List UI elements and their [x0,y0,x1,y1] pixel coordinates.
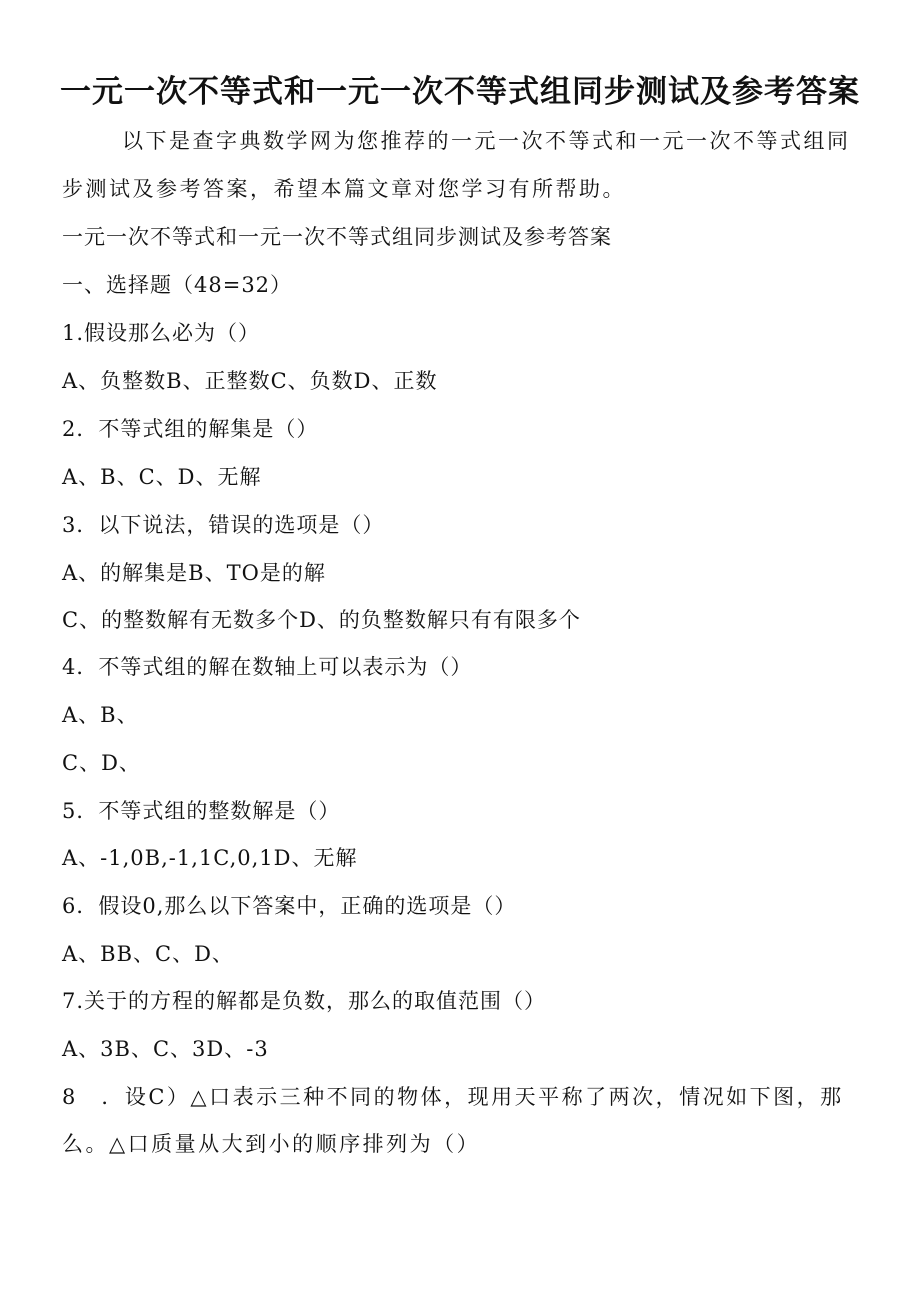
question-3: 3．以下说法，错误的选项是（） [62,513,385,537]
question-5-options: A、-1,0B,-1,1C,0,1D、无解 [62,846,358,870]
question-8-continuation: 么。△口质量从大到小的顺序排列为（） [62,1132,481,1156]
question-2-options: A、B、C、D、无解 [62,465,262,489]
question-3-options-line-1: A、的解集是B、TO是的解 [62,561,326,585]
question-4-options-line-2: C、D、 [62,751,141,775]
section-heading: 一、选择题（48=32） [62,273,293,297]
question-7-options: A、3B、C、3D、-3 [62,1037,269,1061]
question-7: 7.关于的方程的解都是负数，那么的取值范围（） [62,989,547,1013]
question-2: 2．不等式组的解集是（） [62,417,319,441]
question-6-options: A、BB、C、D、 [62,942,234,966]
intro-paragraph-line-1: 以下是查字典数学网为您推荐的一元一次不等式和一元一次不等式组同 [122,129,851,153]
question-6: 6．假设0,那么以下答案中，正确的选项是（） [62,894,517,918]
subtitle: 一元一次不等式和一元一次不等式组同步测试及参考答案 [62,225,612,249]
question-1-options: A、负整数B、正整数C、负数D、正数 [62,369,438,393]
question-4: 4．不等式组的解在数轴上可以表示为（） [62,655,473,679]
question-1: 1.假设那么必为（） [62,321,261,345]
question-3-options-line-2: C、的整数解有无数多个D、的负整数解只有有限多个 [62,608,581,632]
question-8: 8 ．设C）△口表示三种不同的物体，现用天平称了两次，情况如下图，那 [62,1085,844,1109]
document-title: 一元一次不等式和一元一次不等式组同步测试及参考答案 [60,74,860,110]
question-4-options-line-1: A、B、 [62,703,139,727]
intro-paragraph-line-2: 步测试及参考答案，希望本篇文章对您学习有所帮助。 [62,177,626,201]
question-5: 5．不等式组的整数解是（） [62,799,341,823]
